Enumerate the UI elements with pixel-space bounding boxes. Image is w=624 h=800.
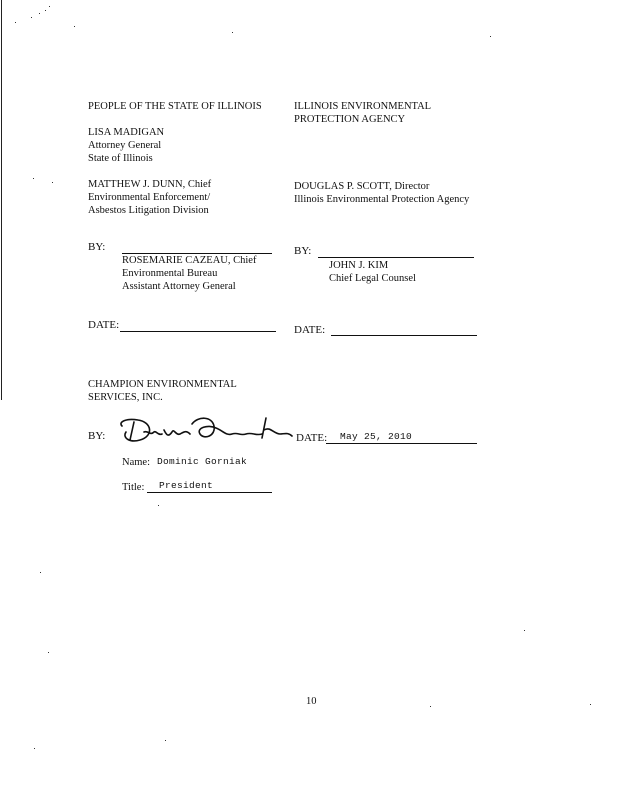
scan-speck xyxy=(34,748,35,749)
scan-speck xyxy=(49,6,50,7)
scan-speck xyxy=(74,26,75,27)
scan-speck xyxy=(45,10,46,11)
director-agency: Illinois Environmental Protection Agency xyxy=(294,194,470,205)
left-by-label: BY: xyxy=(88,241,106,253)
chief-division-line2: Asbestos Litigation Division xyxy=(88,205,209,216)
right-signature-line[interactable] xyxy=(318,257,474,258)
scan-speck xyxy=(490,36,491,37)
champion-date-line[interactable] xyxy=(326,443,477,444)
champion-date-value: May 25, 2010 xyxy=(340,431,413,442)
people-heading: PEOPLE OF THE STATE OF ILLINOIS xyxy=(88,101,262,112)
champion-by-label: BY: xyxy=(88,430,106,442)
scan-margin-line xyxy=(1,0,2,400)
champion-name-value: Dominic Gorniak xyxy=(157,456,248,467)
left-date-label: DATE: xyxy=(88,319,120,331)
left-signer-bureau: Environmental Bureau xyxy=(122,268,218,279)
director-name: DOUGLAS P. SCOTT, Director xyxy=(294,181,430,192)
scan-speck xyxy=(158,505,159,506)
right-date-line[interactable] xyxy=(331,335,477,336)
scan-speck xyxy=(48,652,49,653)
right-by-label: BY: xyxy=(294,245,312,257)
champion-name-label: Name: xyxy=(122,457,150,468)
champion-heading-line2: SERVICES, INC. xyxy=(88,392,163,403)
chief-division-line1: Environmental Enforcement/ xyxy=(88,192,211,203)
scan-speck xyxy=(31,17,32,18)
chief-name: MATTHEW J. DUNN, Chief xyxy=(88,179,212,190)
iepa-heading-line1: ILLINOIS ENVIRONMENTAL xyxy=(294,101,432,112)
scan-speck xyxy=(40,572,41,573)
scan-speck xyxy=(39,13,40,14)
ag-state: State of Illinois xyxy=(88,153,153,164)
ag-title: Attorney General xyxy=(88,140,162,151)
scan-speck xyxy=(52,182,53,183)
champion-title-label: Title: xyxy=(122,482,145,493)
right-date-label: DATE: xyxy=(294,324,326,336)
page-number: 10 xyxy=(306,696,317,707)
scan-speck xyxy=(430,706,431,707)
right-signer-title: Chief Legal Counsel xyxy=(329,273,416,284)
iepa-heading-line2: PROTECTION AGENCY xyxy=(294,114,406,125)
champion-title-line[interactable] xyxy=(147,492,272,493)
ag-name: LISA MADIGAN xyxy=(88,127,165,138)
scan-speck xyxy=(165,740,166,741)
left-signer-name: ROSEMARIE CAZEAU, Chief xyxy=(122,255,257,266)
scan-speck xyxy=(232,32,233,33)
right-signer-name: JOHN J. KIM xyxy=(329,260,389,271)
champion-heading-line1: CHAMPION ENVIRONMENTAL xyxy=(88,379,237,390)
left-signer-title: Assistant Attorney General xyxy=(122,281,236,292)
left-date-line[interactable] xyxy=(120,331,276,332)
scan-speck xyxy=(524,630,525,631)
handwritten-signature xyxy=(116,412,296,448)
scan-speck xyxy=(590,704,591,705)
scan-speck xyxy=(15,22,16,23)
champion-date-label: DATE: xyxy=(296,432,328,444)
champion-title-value: President xyxy=(159,480,214,491)
scan-speck xyxy=(33,178,34,179)
